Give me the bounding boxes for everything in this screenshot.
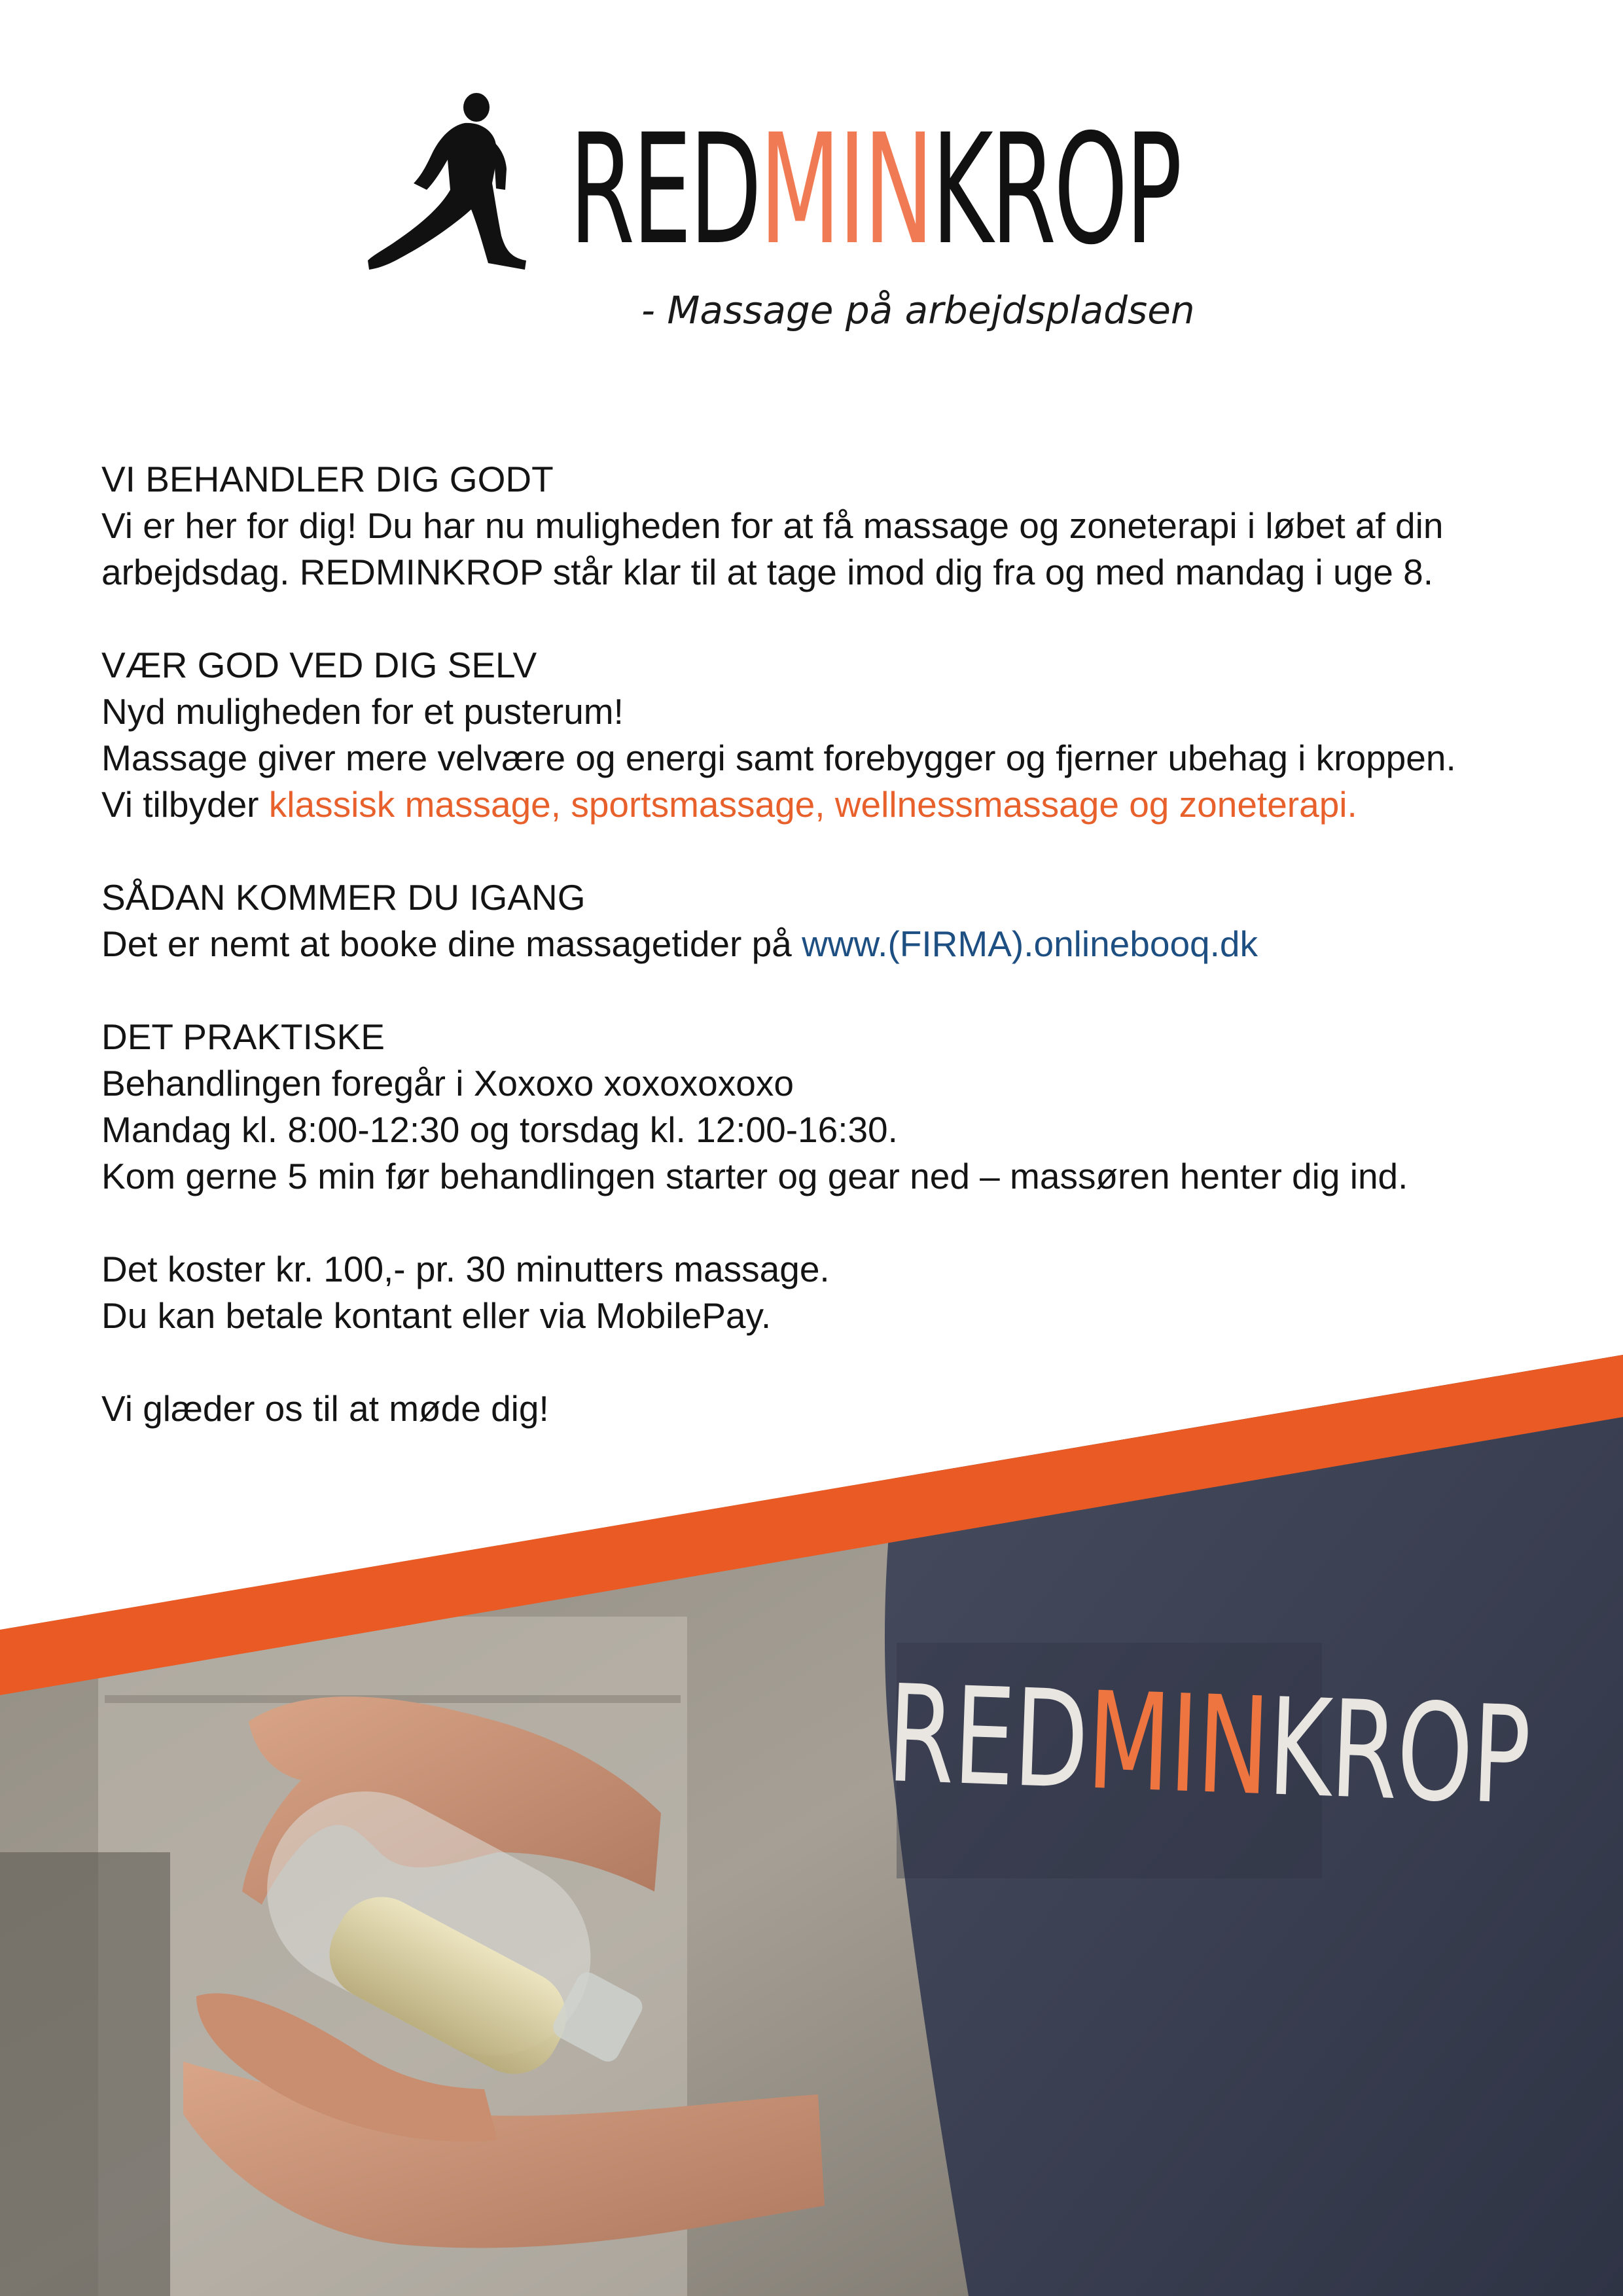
- heading-behandler: VI BEHANDLER DIG GODT: [101, 459, 554, 499]
- booking-prefix: Det er nemt at booke dine massagetider på: [101, 924, 802, 964]
- massage-photo: [0, 1355, 1623, 2296]
- spacer: [101, 596, 1594, 642]
- brand-wordmark: [569, 101, 1180, 288]
- spacer: [101, 828, 1594, 874]
- flyer-content: [101, 456, 1594, 1432]
- paragraph-line: Behandlingen foregår i Xoxoxo xoxoxoxoxo: [101, 1063, 794, 1103]
- shirt-logo: [885, 1657, 1532, 1835]
- paragraph-line: Vi er her for dig! Du har nu muligheden for at få massage og zoneterapi i løbet af din: [101, 505, 1444, 546]
- logo-krop: KROP: [931, 101, 1180, 278]
- spacer: [101, 1200, 1594, 1246]
- paragraph-line: Kom gerne 5 min før behandlingen starter og gear ned – massøren henter dig ind.: [101, 1156, 1408, 1196]
- paragraph-line: Nyd muligheden for et pusterum!: [101, 691, 624, 732]
- stretching-figure-icon: [366, 92, 582, 281]
- paragraph-line: Massage giver mere velvære og energi samt forebygger og fjerner ubehag i kroppen.: [101, 738, 1456, 778]
- paragraph-line: arbejdsdag. REDMINKROP står klar til at tage imod dig fra og med mandag i uge 8.: [101, 552, 1433, 592]
- booking-line: [101, 921, 1594, 967]
- heading-selv: VÆR GOD VED DIG SELV: [101, 645, 537, 685]
- services-line: [101, 781, 1594, 828]
- shirt-logo-krop: KROP: [1266, 1670, 1532, 1835]
- heading-igang: SÅDAN KOMMER DU IGANG: [101, 877, 586, 918]
- price-line: Det koster kr. 100,- pr. 30 minutters massage.: [101, 1249, 830, 1289]
- logo-red: RED: [569, 101, 760, 278]
- services-highlight: klassisk massage, sportsmassage, wellnessmassage og zoneterapi.: [268, 784, 1357, 825]
- payment-line: Du kan betale kontant eller via MobilePay.: [101, 1295, 772, 1336]
- closing-line: Vi glæder os til at møde dig!: [101, 1388, 549, 1429]
- paragraph-line: Mandag kl. 8:00-12:30 og torsdag kl. 12:00-16:30.: [101, 1109, 898, 1150]
- logo-min: MIN: [759, 101, 932, 278]
- shirt-logo-min: MIN: [1084, 1663, 1272, 1826]
- services-prefix: Vi tilbyder: [101, 784, 269, 825]
- brand-logo: [366, 92, 1270, 281]
- spacer: [101, 967, 1594, 1014]
- heading-praktiske: DET PRAKTISKE: [101, 1016, 385, 1057]
- shirt-logo-red: RED: [885, 1657, 1090, 1820]
- tagline: - Massage på arbejdspladsen: [641, 288, 1195, 332]
- booking-link[interactable]: www.(FIRMA).onlinebooq.dk: [802, 924, 1258, 964]
